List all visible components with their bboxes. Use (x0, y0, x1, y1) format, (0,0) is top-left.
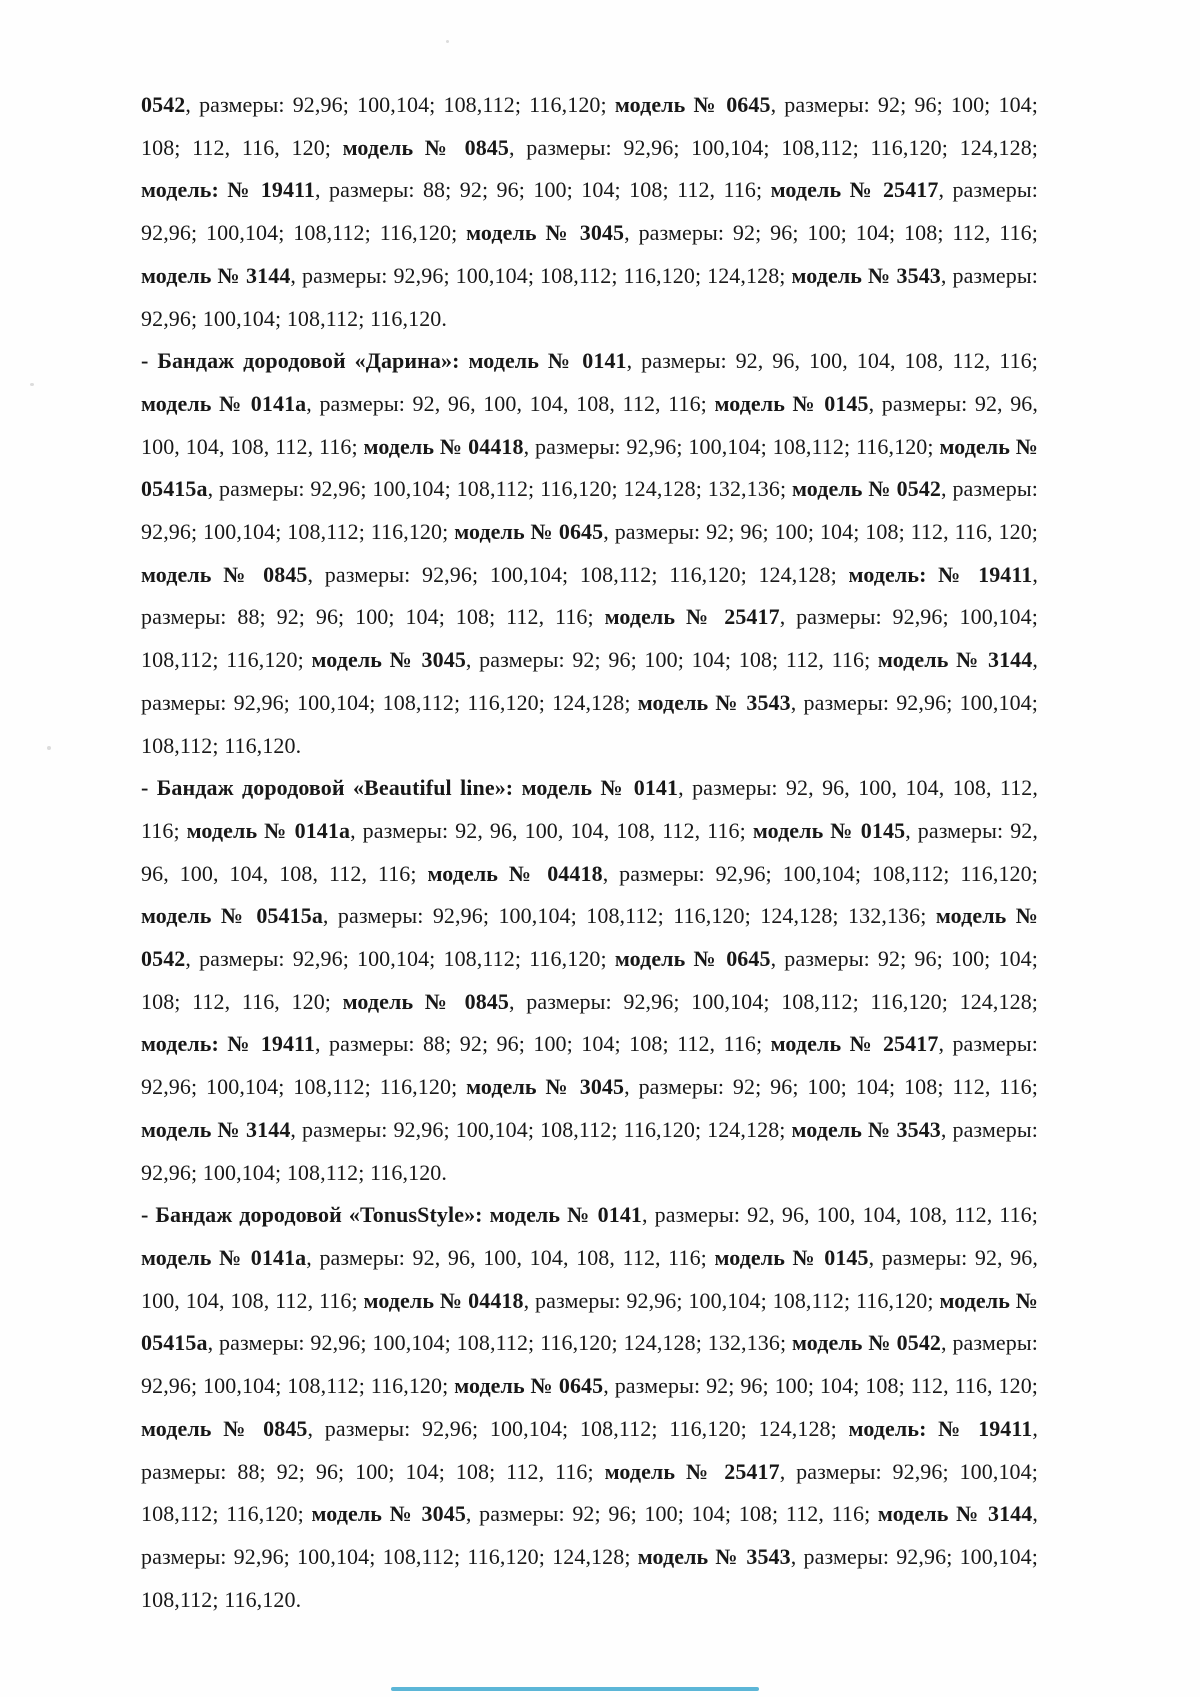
model-label: модель № 0542 (792, 476, 942, 502)
sizes-text: , размеры: 92,96; 100,104; 108,112; 116,120. (141, 689, 1038, 758)
sizes-text: , размеры: 92,96; 100,104; 108,112; 116,120; (141, 177, 1038, 246)
sizes-text: , размеры: 92, 96, 100, 104, 108, 112, 116; (141, 775, 1039, 843)
model-label: - Бандаж дородовой «Beautiful line»: (141, 775, 522, 801)
model-label: модель № 3144 (877, 1501, 1033, 1527)
model-label: модель № 05415а (141, 1287, 1038, 1356)
paragraph-darina (141, 340, 1038, 767)
sizes-text: , размеры: 92,96; 100,104; 108,112; 116,120; (141, 476, 1038, 545)
sizes-text: , размеры: 92,96; 100,104; 108,112; 116,120; 124,128; (290, 1116, 792, 1142)
sizes-text: , размеры: 88; 92; 96; 100; 104; 108; 112, 116; (315, 177, 771, 203)
bottom-scan-accent-line (391, 1687, 759, 1691)
sizes-text: , размеры: 92, 96, 100, 104, 108, 112, 116; (306, 1244, 715, 1270)
sizes-text: , размеры: 92, 96, 100, 104, 108, 112, 116; (141, 390, 1038, 459)
model-label: модель № 3144 (877, 647, 1033, 673)
sizes-text: , размеры: 92,96; 100,104; 108,112; 116,120; (141, 1330, 1038, 1399)
sizes-text: , размеры: 92; 96; 100; 104; 108; 112, 116, 120; (603, 519, 1039, 545)
sizes-text: , размеры: 92; 96; 100; 104; 108; 112, 116, 120; (603, 1373, 1039, 1399)
sizes-text: , размеры: 92,96; 100,104; 108,112; 116,120; 124,128; (509, 134, 1039, 160)
model-label: модель № 3144 (141, 262, 291, 288)
model-label: модель № 25417 (604, 1458, 780, 1484)
sizes-text: , размеры: 92; 96; 100; 104; 108; 112, 116; (465, 1501, 878, 1527)
sizes-text: , размеры: 92; 96; 100; 104; 108; 112, 116, 120; (141, 946, 1038, 1014)
sizes-text: , размеры: 92,96; 100,104; 108,112; 116,120; (185, 946, 615, 972)
sizes-text: , размеры: 92,96; 100,104; 108,112; 116,120; (523, 433, 940, 459)
model-label: модель: № 19411 (141, 177, 316, 203)
paragraph-tonusstyle (141, 1194, 1038, 1621)
sizes-text: , размеры: 92,96; 100,104; 108,112; 116,120; (141, 604, 1038, 673)
sizes-text: , размеры: 92, 96, 100, 104, 108, 112, 116; (642, 1202, 1038, 1228)
model-label: модель № 0145 (714, 390, 869, 416)
model-label: модель № 3543 (637, 689, 791, 715)
sizes-text: , размеры: 92,96; 100,104; 108,112; 116,120. (141, 1116, 1038, 1185)
sizes-text: , размеры: 88; 92; 96; 100; 104; 108; 112, 116; (141, 561, 1038, 630)
model-label: модель № 0141 (468, 348, 627, 374)
model-label: модель № 25417 (770, 1031, 939, 1057)
model-label: модель: № 19411 (141, 1031, 316, 1057)
model-label: модель № 0141 (521, 775, 679, 801)
sizes-text: , размеры: 92,96; 100,104; 108,112; 116,120; 124,128; 132,136; (322, 903, 936, 929)
sizes-text: , размеры: 92,96; 100,104; 108,112; 116,120; (602, 860, 1038, 886)
model-label: модель № 05415а (141, 903, 323, 929)
sizes-text: , размеры: 92, 96, 100, 104, 108, 112, 116; (306, 390, 715, 416)
model-label: модель № 0141а (141, 390, 307, 416)
sizes-text: , размеры: 92, 96, 100, 104, 108, 112, 116; (141, 817, 1038, 886)
sizes-text: , размеры: 92; 96; 100; 104; 108; 112, 116; (465, 647, 878, 673)
model-label: модель № 0845 (342, 134, 510, 160)
model-label: модель № 3543 (637, 1543, 791, 1569)
sizes-text: , размеры: 92,96; 100,104; 108,112; 116,120; (185, 92, 615, 117)
model-label: модель № 0145 (752, 817, 906, 843)
sizes-text: , размеры: 92,96; 100,104; 108,112; 116,120; 124,128; 132,136; (207, 1330, 792, 1356)
model-label: модель № 04418 (363, 433, 524, 459)
sizes-text: , размеры: 92,96; 100,104; 108,112; 116,120; (141, 1031, 1038, 1100)
model-label: модель № 3144 (141, 1116, 291, 1142)
model-label: модель № 3045 (466, 1074, 625, 1100)
model-label: модель № 0645 (454, 519, 604, 545)
model-label: модель № 25417 (604, 604, 780, 630)
sizes-text: , размеры: 92, 96, 100, 104, 108, 112, 116; (141, 1244, 1038, 1313)
model-label: модель № 05415а (141, 433, 1038, 502)
sizes-text: , размеры: 92,96; 100,104; 108,112; 116,120; 124,128; (290, 262, 792, 288)
model-label: - Бандаж дородовой «TonusStyle»: (141, 1202, 490, 1228)
sizes-text: , размеры: 92,96; 100,104; 108,112; 116,120; 124,128; 132,136; (207, 476, 792, 502)
model-label: модель № 0145 (714, 1244, 869, 1270)
sizes-text: , размеры: 88; 92; 96; 100; 104; 108; 112, 116; (141, 1415, 1038, 1484)
sizes-text: , размеры: 92; 96; 100; 104; 108; 112, 116, 120; (141, 92, 1038, 160)
sizes-text: , размеры: 92,96; 100,104; 108,112; 116,120; 124,128; (307, 561, 849, 587)
model-label: модель № 0845 (141, 1415, 308, 1441)
model-label: модель: № 19411 (848, 1415, 1033, 1441)
sizes-text: , размеры: 92, 96, 100, 104, 108, 112, 116; (350, 817, 753, 843)
sizes-text: , размеры: 92,96; 100,104; 108,112; 116,120; (141, 1458, 1038, 1527)
sizes-text: , размеры: 92,96; 100,104; 108,112; 116,120; 124,128; (141, 1501, 1038, 1569)
model-label: модель № 0645 (614, 92, 771, 117)
model-label: модель № 0542 (141, 903, 1038, 972)
model-label: модель № 0845 (141, 561, 308, 587)
sizes-text: , размеры: 92,96; 100,104; 108,112; 116,120; 124,128; (509, 988, 1039, 1014)
scan-speck (47, 746, 51, 750)
model-label: модель № 04418 (363, 1287, 524, 1313)
model-label: модель № 3543 (791, 1116, 941, 1142)
model-label: модель № 0645 (454, 1373, 604, 1399)
scan-speck (446, 40, 449, 43)
model-label: модель № 04418 (427, 860, 603, 886)
sizes-text: , размеры: 92,96; 100,104; 108,112; 116,120; (523, 1287, 940, 1313)
model-label: модель № 0141а (141, 1244, 307, 1270)
model-label: модель № 0141а (186, 817, 351, 843)
model-label: модель № 0645 (614, 946, 771, 972)
sizes-text: , размеры: 92,96; 100,104; 108,112; 116,120; 124,128; (141, 647, 1038, 715)
model-label: - Бандаж дородовой «Дарина»: (141, 348, 469, 374)
scan-speck (30, 383, 34, 386)
sizes-text: , размеры: 92,96; 100,104; 108,112; 116,120. (141, 1543, 1038, 1612)
model-label: модель № 0845 (342, 988, 510, 1014)
model-label: модель № 3543 (791, 262, 941, 288)
model-label: 0542 (141, 92, 186, 117)
model-label: модель № 25417 (770, 177, 939, 203)
sizes-text: , размеры: 88; 92; 96; 100; 104; 108; 112, 116; (315, 1031, 771, 1057)
sizes-text: , размеры: 92, 96, 100, 104, 108, 112, 116; (626, 348, 1038, 374)
sizes-text: , размеры: 92,96; 100,104; 108,112; 116,120; 124,128; (307, 1415, 849, 1441)
model-label: модель № 0141 (489, 1202, 643, 1228)
model-label: модель: № 19411 (848, 561, 1033, 587)
paragraph-continuation (141, 84, 1038, 340)
sizes-text: , размеры: 92; 96; 100; 104; 108; 112, 116; (624, 220, 1038, 246)
model-label: модель № 3045 (311, 647, 466, 673)
sizes-text: , размеры: 92; 96; 100; 104; 108; 112, 116; (624, 1074, 1038, 1100)
model-label: модель № 3045 (311, 1501, 466, 1527)
document-text-block (141, 84, 1038, 1621)
paragraph-beautiful-line (141, 767, 1038, 1194)
model-label: модель № 3045 (466, 220, 625, 246)
sizes-text: , размеры: 92,96; 100,104; 108,112; 116,120. (141, 262, 1038, 331)
model-label: модель № 0542 (792, 1330, 942, 1356)
